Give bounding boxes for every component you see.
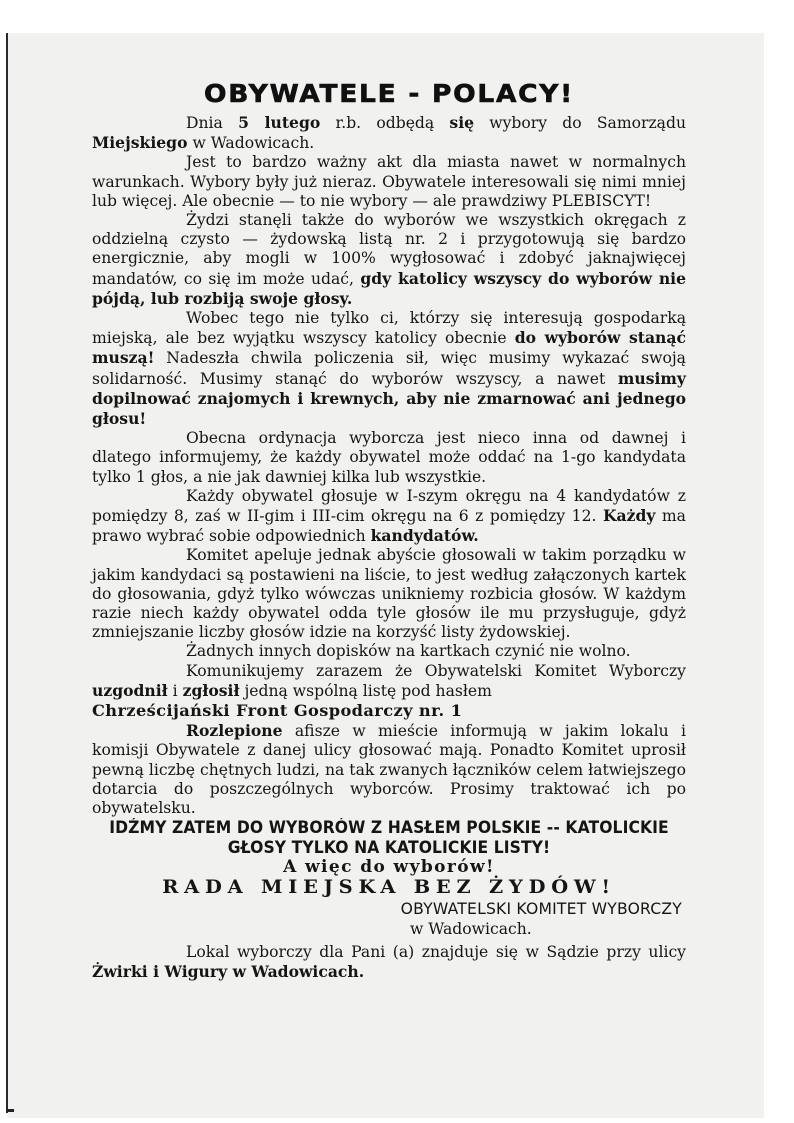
scan-edge	[6, 33, 8, 1113]
paragraph-ordinance: Obecna ordynacja wyborcza jest nieco inna od dawnej i dlatego informujemy, że każdy obywatel może oddać na 1-go kandydata tylko 1 głos, a nie jak dawniej kilka lub wszystkie.	[92, 429, 686, 486]
paragraph-polling-place: Lokal wyborczy dla Pani (a) znajduje się w Sądzie przy ulicy Żwirki i Wigury w Wadowicach.	[92, 943, 686, 982]
signature-committee: OBYWATELSKI KOMITET WYBORCZY	[400, 900, 682, 919]
poster-content	[92, 79, 686, 983]
paragraph-appeal: Wobec tego nie tylko ci, którzy się interesują gospodarką miejską, ale bez wyjątku wszyscy katolicy obecnie do wyborów stanąć muszą! Nadeszła chwila policzenia sił, więc musimy wykazać swoją solidarność. Musimy stanąć do wyborów wszyscy, a nawet musimy dopilnować znajomych i krewnych, aby nie zmarnować ani jednego głosu!	[92, 309, 686, 429]
paragraph-election-date: Dnia 5 lutego r.b. odbędą się wybory do Samorządu Miejskiego w Wadowicach.	[92, 113, 686, 153]
list-name-heading: Chrześcijański Front Gospodarczy nr. 1	[92, 701, 463, 721]
scan-edge-mark	[6, 1109, 14, 1112]
council-slogan: RADA MIEJSKA BEZ ŻYDÓW!	[162, 877, 616, 899]
slogan-heading: IDŹMY ZATEM DO WYBORÓW Z HASŁEM POLSKIE -- KATOLICKIE GŁOSY TYLKO NA KATOLICKIE LISTY!	[109, 818, 669, 858]
paragraph-importance: Jest to bardzo ważny akt dla miasta nawet w normalnych warunkach. Wybory były już nieraz. Obywatele interesowali się nimi mniej lub więcej. Ale obecnie — to nie wybory — ale prawdziwy PLEBISCYT!	[92, 153, 686, 210]
signature-location: w Wadowicach.	[410, 920, 532, 939]
paragraph-posters: Rozlepione afisze w mieście informują w jakim lokalu i komisji Obywatele z danej ulicy głosować mają. Ponadto Komitet uprosił pewną liczbę chętnych ludzi, na tak zwanych łączników celem łatwiejszego dotarcia do poszczególnych wyborców. Prosimy traktować ich po obywatelsku.	[92, 721, 686, 817]
paragraph-committee: Komitet apeluje jednak abyście głosowali w takim porządku w jakim kandydaci są postawieni na liście, to jest według załączonych kartek do głosowania, gdyż tylko wówczas unikniemy rozbicia głosów. W każdym razie niech każdy obywatel odda tyle głosów ile mu przysługuje, gdyż zmniejszanie liczby głosów idzie na korzyść listy żydowskiej.	[92, 546, 686, 642]
paragraph-districts: Każdy obywatel głosuje w I-szym okręgu na 4 kandydatów z pomiędzy 8, zaś w II-gim i III-cim okręgu na 6 z pomiędzy 12. Każdy ma prawo wybrać sobie odpowiednich kandydatów.	[92, 486, 686, 546]
page-title: OBYWATELE - POLACY!	[204, 79, 574, 108]
paragraph-no-additions: Żadnych innych dopisków na kartkach czynić nie wolno.	[186, 642, 631, 661]
paragraph-lists: Żydzi stanęli także do wyborów we wszystkich okręgach z oddzielną czysto — żydowską listą nr. 2 i przygotowują się bardzo energicznie, aby mogli w 100% wygłosować i zdobyć jaknajwięcej mandatów, co się im może udać, gdy katolicy wszyscy do wyborów nie pójdą, lub rozbiją swoje głosy.	[92, 211, 687, 308]
call-to-vote: A więc do wyborów!	[283, 857, 495, 878]
paragraph-announcement: Komunikujemy zarazem że Obywatelski Komitet Wyborczy uzgodnił i zgłosił jedną wspólną listę pod hasłem	[92, 661, 686, 700]
